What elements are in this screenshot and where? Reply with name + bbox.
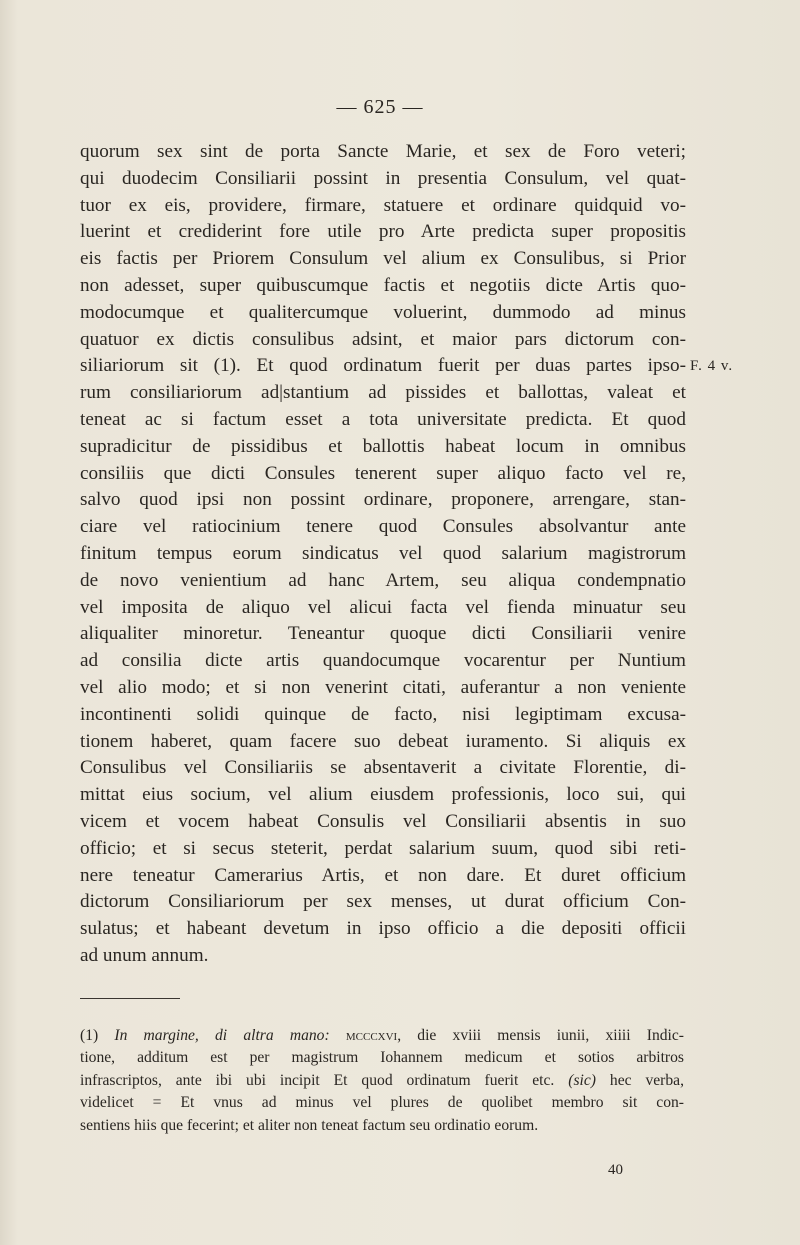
text-line: de novo venientium ad hanc Artem, seu aliqua condempnatio	[80, 569, 686, 591]
footnote-sic-mark: (sic)	[568, 1071, 596, 1089]
text-line: aliqualiter minoretur. Teneantur quoque dicti Consiliarii venire	[80, 623, 686, 645]
text-line: supradicitur de pissidibus et ballottis habeat locum in omnibus	[80, 435, 686, 457]
marginal-folio-note: F. 4 v.	[690, 358, 734, 374]
text-line: vel alio modo; et si non venerint citati, auferantur a non veniente	[80, 676, 686, 698]
text-line: qui duodecim Consiliarii possint in presentia Consulum, vel quat-	[80, 167, 686, 189]
text-line: salvo quod ipsi non possint ordinare, proponere, arrengare, stan-	[80, 489, 686, 511]
footnote-line: sentiens hiis que fecerint; et aliter non teneat factum seu ordinatio eorum.	[80, 1116, 539, 1134]
footnote-line	[80, 1025, 684, 1047]
text-line: mittat eius socium, vel alium eiusdem professionis, loco sui, qui	[80, 784, 686, 806]
page-number-header: — 625 —	[336, 96, 424, 118]
text-line: ad consilia dicte artis quandocumque vocarentur per Nuntium	[80, 650, 686, 672]
text-line: quorum sex sint de porta Sancte Marie, et sex de Foro veteri;	[80, 141, 686, 162]
text-line: officio; et si secus steterit, perdat salarium suum, quod sibi reti-	[80, 837, 686, 859]
footnote-line: tione, additum est per magistrum Iohannem medicum et sotios arbitros	[80, 1049, 684, 1067]
text-line: nere teneatur Camerarius Artis, et non dare. Et duret officium	[80, 864, 686, 886]
text-line: sulatus; et habeant devetum in ipso officio a die depositi officii	[80, 918, 686, 940]
text-line: rum consiliariorum ad|stantium ad pissides et ballottas, valeat et	[80, 382, 686, 404]
text-line: non adesset, super quibuscumque factis et negotiis dicte Artis quo-	[80, 274, 686, 296]
text-line: finitum tempus eorum sindicatus vel quod salarium magistrorum	[80, 542, 686, 564]
footnote-date: mcccxvi,	[345, 1027, 402, 1044]
text-line: teneat ac si factum esset a tota universitate predicta. Et quod	[80, 408, 686, 430]
text-line: ciare vel ratiocinium tenere quod Consules absolvantur ante	[80, 516, 686, 538]
footnote-marker: (1)	[80, 1027, 99, 1044]
text-line: dictorum Consiliariorum per sex menses, ut durat officium Con-	[80, 891, 686, 913]
footnote-text: infrascriptos, ante ibi ubi incipit Et quod ordinatum fuerit etc.	[80, 1071, 555, 1089]
text-line: vel imposita de aliquo vel alicui facta vel fienda minuatur seu	[80, 596, 686, 618]
text-line: incontinenti solidi quinque de facto, nisi legiptimam excusa-	[80, 703, 686, 725]
signature-mark: 40	[608, 1162, 623, 1178]
text-line: siliariorum sit (1). Et quod ordinatum fuerit per duas partes ipso-	[80, 355, 686, 377]
footnote-text: hec verba,	[609, 1071, 684, 1089]
text-line: luerint et crediderint fore utile pro Arte predicta super propositis	[80, 221, 686, 243]
text-line: tionem haberet, quam facere suo debeat iuramento. Si aliquis ex	[80, 730, 686, 752]
text-line: modocumque et qualitercumque voluerint, dummodo ad minus	[80, 301, 686, 323]
footnote-line	[80, 1070, 684, 1092]
footnote-first-line-rest: die xviii mensis iunii, xiiii Indic-	[417, 1027, 684, 1044]
footnote-separator-rule	[80, 998, 180, 999]
text-line: Consulibus vel Consiliariis se absentaverit a civitate Florentie, di-	[80, 757, 686, 779]
text-line: consiliis que dicti Consules tenerent super aliquo facto vel re,	[80, 462, 686, 484]
footnote-block	[80, 1025, 684, 1137]
text-line: tuor ex eis, providere, firmare, statuere et ordinare quidquid vo-	[80, 194, 686, 216]
footnote-italic-intro: In margine, di altra mano:	[114, 1027, 330, 1044]
main-text-block	[80, 139, 686, 970]
footnote-line: videlicet = Et vnus ad minus vel plures de quolibet membro sit con-	[80, 1094, 684, 1112]
text-line: eis factis per Priorem Consulum vel alium ex Consulibus, si Prior	[80, 248, 686, 270]
text-line: ad unum annum.	[80, 944, 209, 966]
text-line: vicem et vocem habeat Consulis vel Consiliarii absentis in suo	[80, 810, 686, 832]
text-line: quatuor ex dictis consulibus adsint, et maior pars dictorum con-	[80, 328, 686, 350]
